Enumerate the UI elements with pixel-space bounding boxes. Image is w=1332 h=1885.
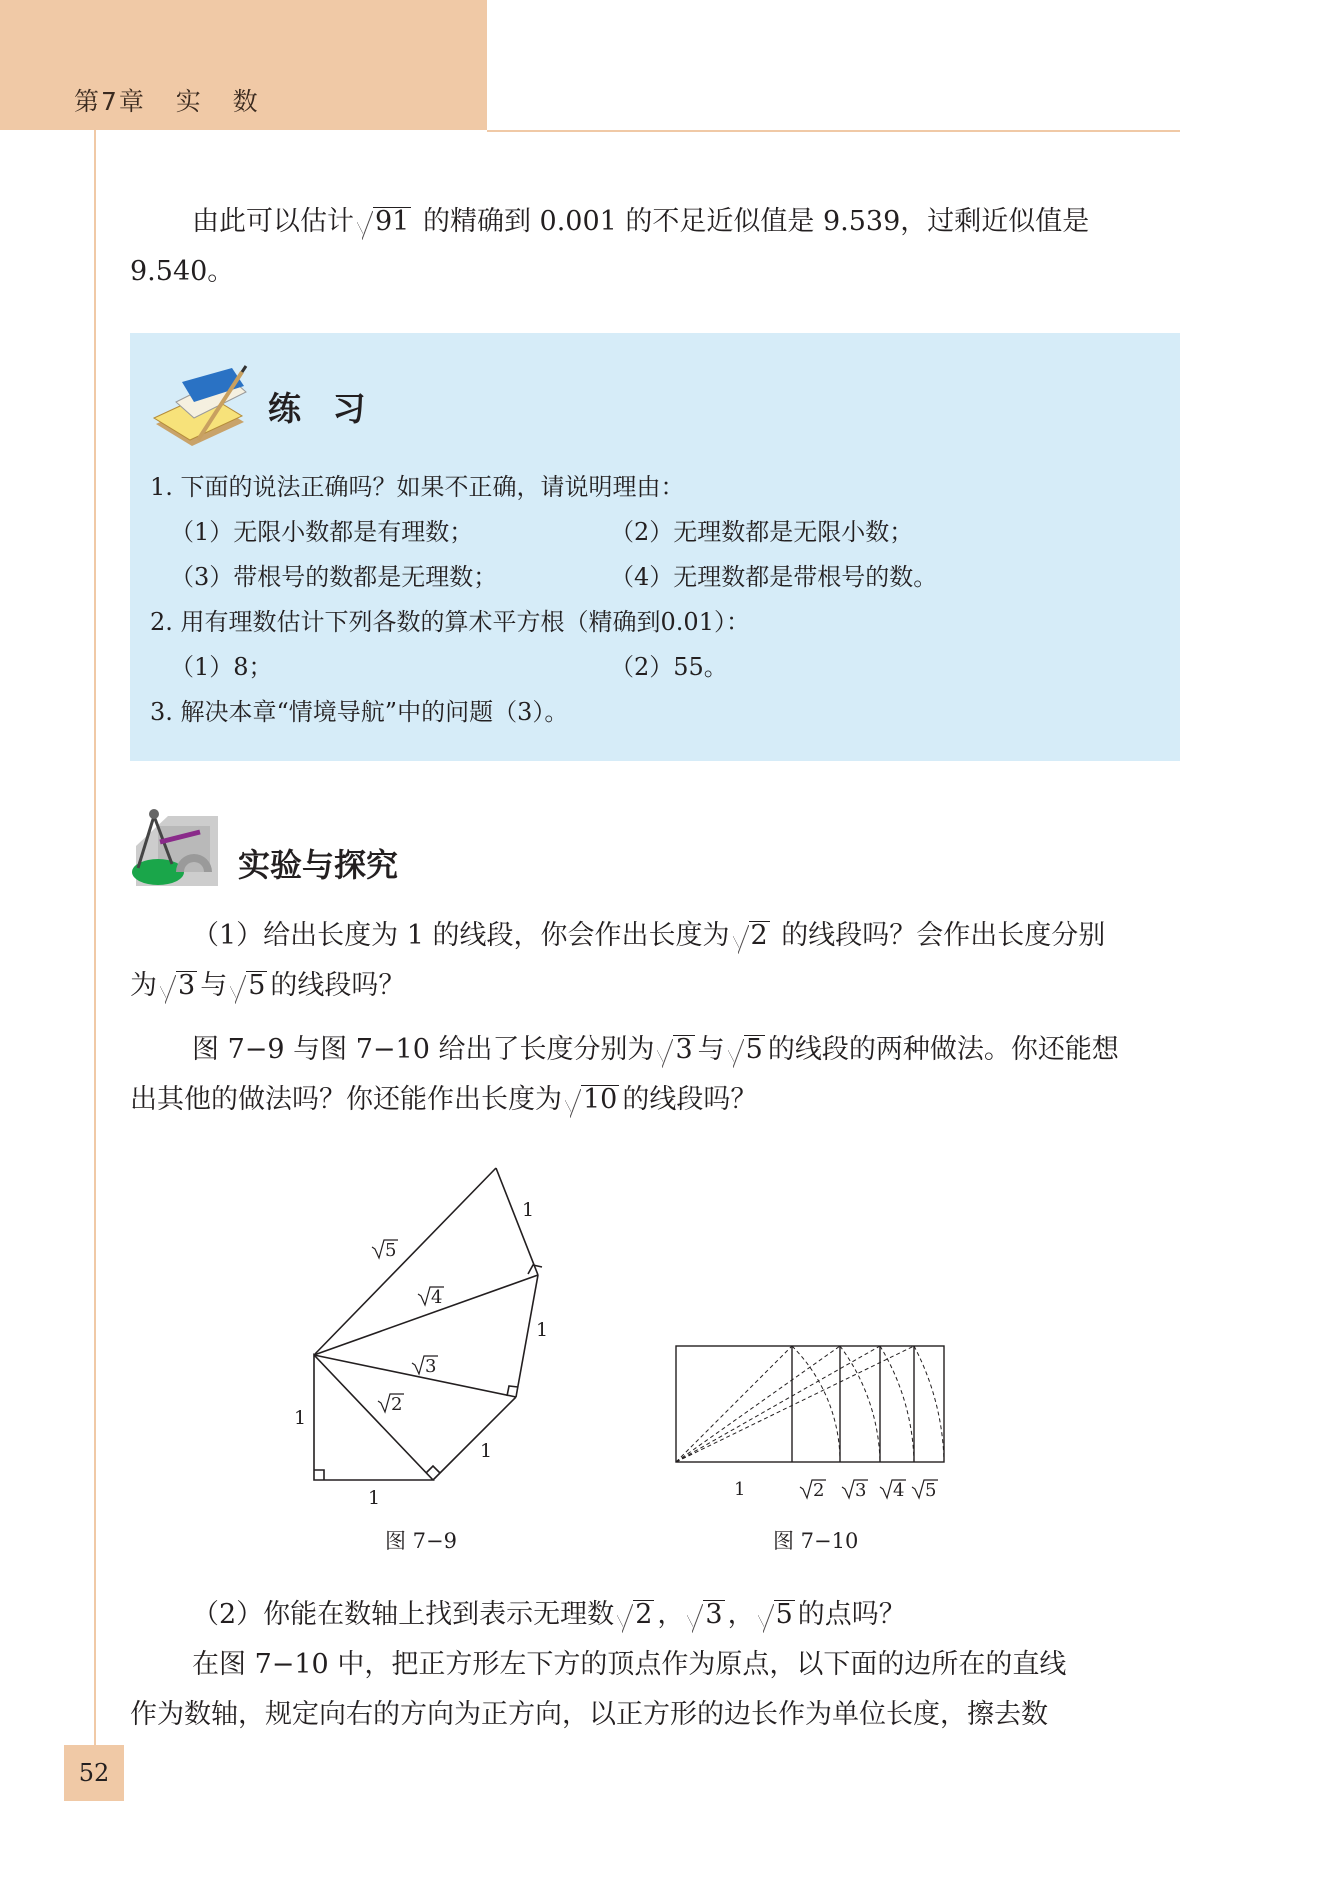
- header-rule: [487, 130, 1180, 132]
- chapter-title: 第7章 实 数: [74, 87, 260, 116]
- right-angle-mark: [426, 1466, 440, 1473]
- triangle-1: [314, 1355, 433, 1480]
- exercise-item: （3）带根号的数都是无理数；: [170, 563, 498, 591]
- compass-protractor-icon: [128, 802, 224, 892]
- explore-paragraph-3: （2）你能在数轴上找到表示无理数 2 ， 3 ， 5 的点吗？: [192, 1599, 906, 1630]
- label-one: 1: [522, 1199, 535, 1221]
- margin-rule: [94, 130, 96, 1785]
- sqrt-3: 3: [687, 1600, 724, 1629]
- exercise-item: （2）无理数都是无限小数；: [610, 518, 914, 546]
- label-sqrt3: [412, 1356, 438, 1377]
- segment-1: [516, 1275, 538, 1397]
- page-number: 52: [64, 1745, 124, 1801]
- segment-1: [496, 1168, 538, 1275]
- intro-paragraph: [130, 197, 1180, 297]
- sqrt-3: 3: [160, 971, 197, 1000]
- hypotenuse-sqrt3: [314, 1355, 516, 1397]
- label-sqrt5: [912, 1480, 938, 1501]
- exercise-item: （2）55。: [610, 653, 728, 681]
- label-sqrt4: [880, 1480, 906, 1501]
- outer-rectangle: [676, 1346, 944, 1462]
- svg-text:2: 2: [391, 1394, 403, 1415]
- label-sqrt5: [372, 1240, 398, 1261]
- figure-caption: 图 7−10: [773, 1529, 859, 1553]
- explore-paragraph-4: 在图 7−10 中，把正方形左下方的顶点作为原点，以下面的边所在的直线 作为数轴，规定向右的方向为正方向，以正方形的边长作为单位长度，擦去数: [130, 1649, 1067, 1730]
- exercise-title: 练 习: [268, 389, 376, 428]
- sqrt-3: 3: [657, 1035, 694, 1064]
- label-sqrt3: [842, 1480, 868, 1501]
- intro-text: 9.540。: [130, 256, 235, 287]
- label-one: 1: [536, 1319, 549, 1341]
- svg-text:3: 3: [855, 1480, 867, 1501]
- exercise-question-1: 1. 下面的说法正确吗？如果不正确，请说明理由：: [150, 473, 685, 501]
- sqrt-10: 10: [565, 1085, 619, 1114]
- exercise-item: （1）无限小数都是有理数；: [170, 518, 474, 546]
- explore-paragraph-1: （1）给出长度为 1 的线段，你会作出长度为 2 的线段吗？会作出长度分别 为 3 与 5 的线段吗？: [130, 920, 1106, 1001]
- exercise-question-3: 3. 解决本章“情境导航”中的问题（3）。: [150, 698, 569, 726]
- sqrt-2: 2: [733, 921, 770, 950]
- explore-section-title: 实验与探究: [238, 846, 399, 884]
- segment-1: [433, 1397, 516, 1480]
- exercise-book-icon: [146, 362, 256, 452]
- explore-paragraph-2: 图 7−9 与图 7−10 给出了长度分别为 3 与 5 的线段的两种做法。你还能想 出其他的做法吗？你还能作出长度为 10 的线段吗？: [130, 1034, 1119, 1115]
- svg-text:5: 5: [385, 1240, 397, 1261]
- exercise-item: （1）8；: [170, 653, 273, 681]
- svg-text:4: 4: [893, 1480, 905, 1501]
- svg-text:4: 4: [431, 1287, 443, 1308]
- label-one: 1: [480, 1440, 493, 1462]
- exercise-item: （4）无理数都是带根号的数。: [610, 563, 938, 591]
- exercise-question-2: 2. 用有理数估计下列各数的算术平方根（精确到0.01）：: [150, 608, 750, 636]
- sqrt-2: 2: [617, 1600, 654, 1629]
- intro-text: 由此可以估计: [192, 206, 354, 237]
- svg-text:5: 5: [925, 1480, 937, 1501]
- hypotenuse-sqrt4: [314, 1275, 538, 1355]
- svg-text:3: 3: [425, 1356, 437, 1377]
- sqrt-5: 5: [230, 971, 267, 1000]
- figure-7-10: [670, 1340, 960, 1510]
- label-sqrt2: [800, 1480, 826, 1501]
- label-one: 1: [368, 1487, 381, 1509]
- svg-text:2: 2: [813, 1480, 825, 1501]
- label-one: 1: [734, 1479, 746, 1500]
- sqrt-5: 5: [728, 1035, 765, 1064]
- right-angle-mark: [314, 1470, 324, 1480]
- figure-caption: 图 7−9: [385, 1529, 457, 1553]
- sqrt-5: 5: [758, 1600, 795, 1629]
- intro-text: 的精确到 0.001 的不足近似值是 9.539，过剩近似值是: [414, 206, 1090, 237]
- sqrt-91: 91: [357, 207, 411, 236]
- label-one: 1: [294, 1407, 307, 1429]
- label-sqrt2: [378, 1394, 404, 1415]
- figure-7-9: [280, 1160, 570, 1520]
- label-sqrt4: [418, 1287, 444, 1308]
- hypotenuse-sqrt5: [314, 1168, 496, 1355]
